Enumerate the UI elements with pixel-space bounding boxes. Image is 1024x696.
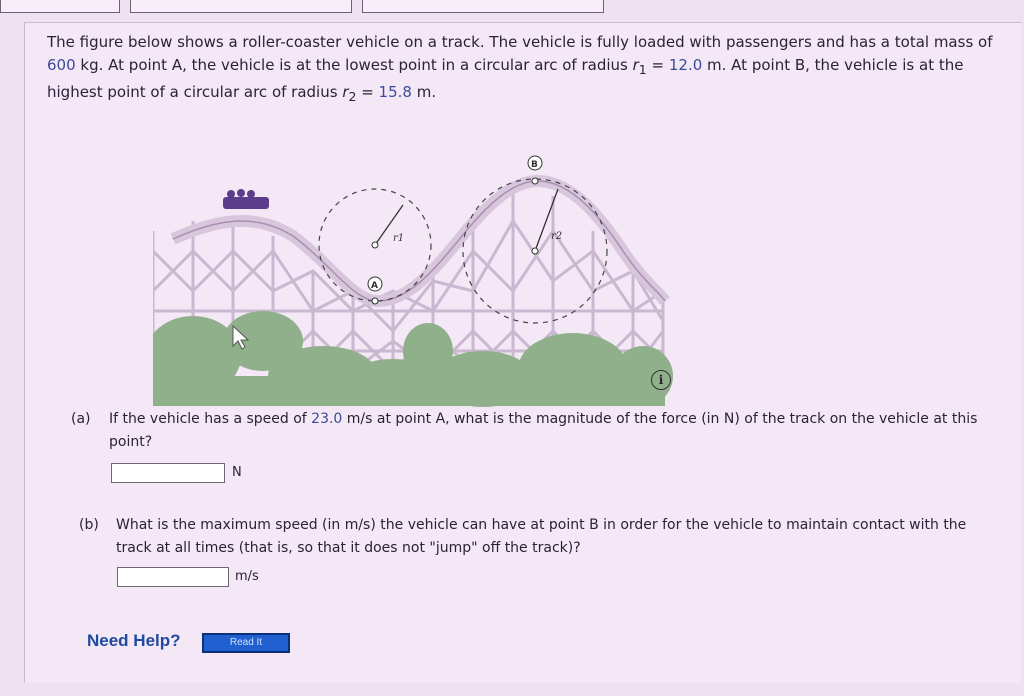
problem-statement: The figure below shows a roller-coaster vehicle on a track. The vehicle is fully loaded with passengers and has a total mass of 600 kg. At point A, the vehicle is at the lowest point in a circular arc of radius $r_1 = 12.0$ m. At point B, the vehicle is at the highest point of a circular arc of radius $r_2 = 15.8$ m. [47, 33, 993, 104]
roller-coaster-vehicle [223, 189, 269, 209]
browser-tab-1[interactable] [0, 0, 120, 13]
part-b-answer-input[interactable] [117, 567, 229, 587]
r2-symbol: r [342, 83, 349, 101]
browser-tab-3[interactable] [362, 0, 604, 13]
part-a-question: If the vehicle has a speed of 23.0 m/s at point A, what is the magnitude of the force (in N) of the track on the vehicle at this point? [109, 411, 978, 450]
speed-value: 23.0 [311, 411, 343, 427]
need-help-label: Need Help? [87, 631, 181, 650]
info-icon[interactable]: i [651, 370, 671, 390]
r2-label: r2 [551, 231, 563, 242]
read-it-button[interactable]: Read It [202, 633, 290, 653]
point-b-label: B [531, 160, 538, 170]
r1-symbol: r [632, 56, 639, 74]
part-b-unit: m/s [235, 569, 259, 584]
part-b-label: (b) [79, 517, 99, 533]
r2-value: 15.8 [378, 83, 412, 101]
browser-tab-2[interactable] [130, 0, 352, 13]
roller-coaster-figure [153, 141, 673, 411]
question-panel [24, 22, 1021, 683]
point-a-label: A [371, 281, 378, 291]
mass-value: 600 [47, 56, 76, 74]
part-b-question: What is the maximum speed (in m/s) the vehicle can have at point B in order for the vehicle to maintain contact with the track at all times (that is, so that it does not "jump" off the track)? [116, 517, 967, 556]
part-a-label: (a) [71, 411, 91, 427]
trees [153, 311, 673, 407]
part-a-answer-input[interactable] [111, 463, 225, 483]
part-a-unit: N [232, 465, 242, 480]
r1-label: r1 [393, 233, 405, 244]
r1-value: 12.0 [668, 56, 703, 74]
